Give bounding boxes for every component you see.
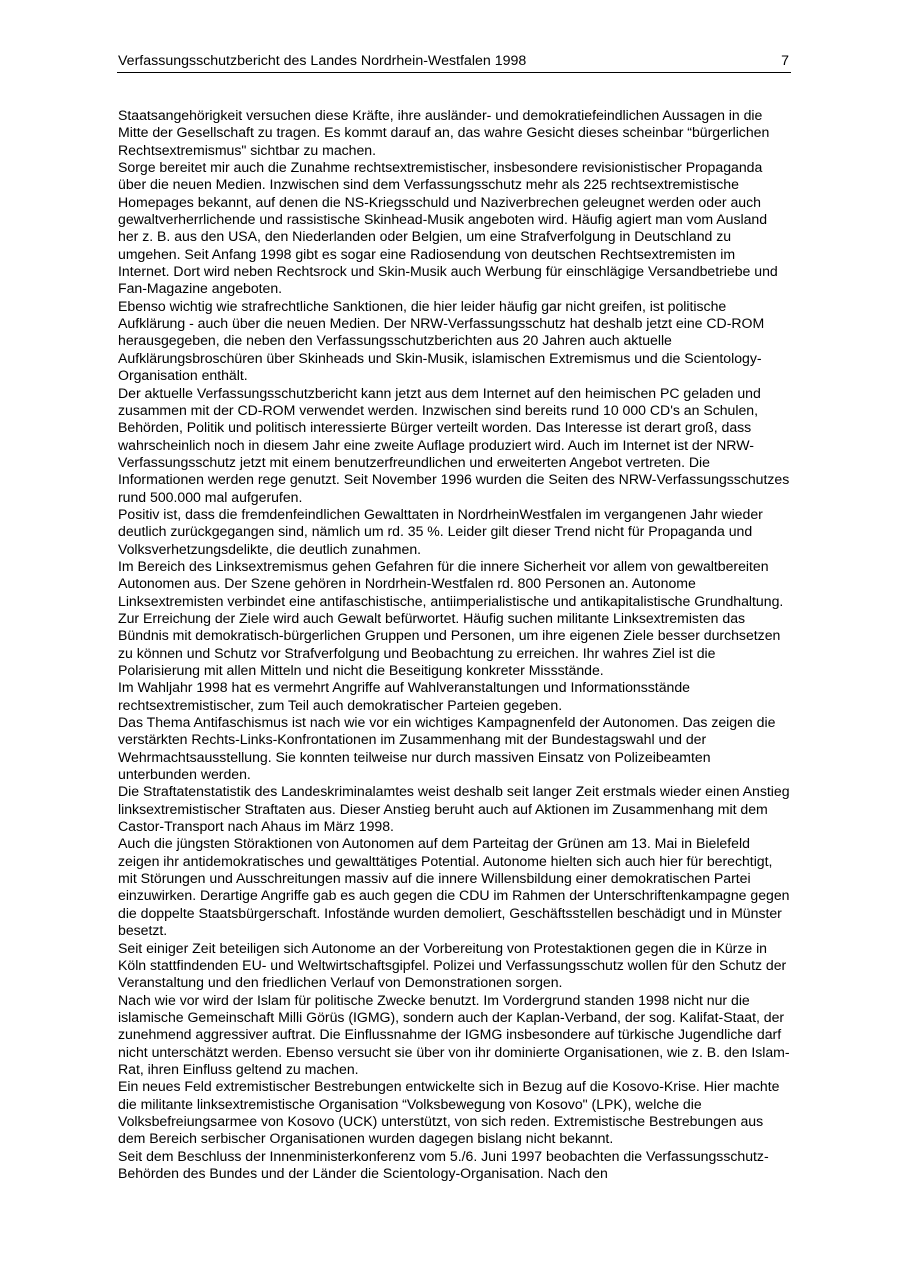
- page-number: 7: [781, 53, 789, 69]
- header-title: Verfassungsschutzbericht des Landes Nordrhein-Westfalen 1998: [118, 53, 527, 69]
- paragraph: Auch die jüngsten Störaktionen von Autonomen auf dem Parteitag der Grünen am 13. Mai in Bielefeld zeigen ihr antidemokratisches und gewalttätiges Potential. Autonome hielten sich auch hier für berechtigt, mit Störungen und Ausschreitungen massiv auf die innere Willensbildung einer demokratischen Partei einzuwirken. Derartige Angriffe gab es auch gegen die CDU im Rahmen der Unterschriftenkampagne gegen die doppelte Staatsbürgerschaft. Infostände wurden demoliert, Geschäftsstellen beschädigt und in Münster besetzt.: [118, 835, 790, 939]
- paragraph: Ebenso wichtig wie strafrechtliche Sanktionen, die hier leider häufig gar nicht greifen, ist politische Aufklärung - auch über die neuen Medien. Der NRW-Verfassungsschutz hat deshalb jetzt eine CD-ROM herausgegeben, die neben den Verfassungsschutzberichten aus 20 Jahren auch aktuelle Aufklärungsbroschüren über Skinheads und Skin-Musik, islamischen Extremismus und die Scientology-Organisation enthält.: [118, 297, 765, 384]
- paragraph: Ein neues Feld extremistischer Bestrebungen entwickelte sich in Bezug auf die Kosovo-Krise. Hier machte die militante linksextremistische Organisation “Volksbewegung von Kosovo" (LPK), welche die Volksbefreiungsarmee von Kosovo (UCK) unterstützt, von sich reden. Extremistische Bestrebungen aus dem Bereich serbischer Organisationen wurden dagegen bislang nicht bekannt.: [118, 1078, 780, 1147]
- paragraph: Im Bereich des Linksextremismus gehen Gefahren für die innere Sicherheit vor allem von gewaltbereiten Autonomen aus. Der Szene gehören in Nordrhein-Westfalen rd. 800 Personen an. Autonome Linksextremisten verbindet eine antifaschistische, antiimperialistische und antikapitalistische Grundhaltung. Zur Erreichung der Ziele wird auch Gewalt befürwortet. Häufig suchen militante Linksextremisten das Bündnis mit demokratisch-bürgerlichen Gruppen und Personen, um ihre eigenen Ziele besser durchsetzen zu können und Schutz vor Strafverfolgung und Beobachtung zu erreichen. Ihr wahres Ziel ist die Polarisierung mit allen Mitteln und nicht die Beseitigung konkreter Missstände.: [118, 557, 784, 678]
- paragraph: Im Wahljahr 1998 hat es vermehrt Angriffe auf Wahlveranstaltungen und Informationsstände rechtsextremistischer, zum Teil auch demokratischer Parteien gegeben.: [118, 679, 690, 713]
- paragraph: Staatsangehörigkeit versuchen diese Kräfte, ihre ausländer- und demokratiefeindlichen Aussagen in die Mitte der Gesellschaft zu tragen. Es kommt darauf an, das wahre Gesicht dieses scheinbar “bürgerlichen Rechtsextremismus" sichtbar zu machen.: [118, 107, 770, 158]
- paragraph: Der aktuelle Verfassungsschutzbericht kann jetzt aus dem Internet auf den heimischen PC geladen und zusammen mit der CD-ROM verwendet werden. Inzwischen sind bereits rund 10 000 CD's an Schulen, Behörden, Politik und politisch interessierte Bürger verteilt worden. Das Interesse ist derart groß, dass wahrscheinlich noch in diesem Jahr eine zweite Auflage produziert wird. Auch im Internet ist der NRW-Verfassungsschutz jetzt mit einem benutzerfreundlichen und erweiterten Angebot vertreten. Die Informationen werden rege genutzt. Seit November 1996 wurden die Seiten des NRW-Verfassungsschutzes rund 500.000 mal aufgerufen.: [118, 384, 790, 505]
- paragraph: Das Thema Antifaschismus ist nach wie vor ein wichtiges Kampagnenfeld der Autonomen. Das zeigen die verstärkten Rechts-Links-Konfrontationen im Zusammenhang mit der Bundestagswahl und der Wehrmachtsausstellung. Sie konnten teilweise nur durch massiven Einsatz von Polizeibeamten unterbunden werden.: [118, 714, 776, 783]
- paragraph: Sorge bereitet mir auch die Zunahme rechtsextremistischer, insbesondere revisionistischer Propaganda über die neuen Medien. Inzwischen sind dem Verfassungsschutz mehr als 225 rechtsextremistische Homepages bekannt, auf denen die NS-Kriegsschuld und Naziverbrechen geleugnet werden oder auch gewaltverherrlichende und rassistische Skinhead-Musik angeboten wird. Häufig agiert man vom Ausland her z. B. aus den USA, den Niederlanden oder Belgien, um eine Strafverfolgung in Deutschland zu umgehen. Seit Anfang 1998 gibt es sogar eine Radiosendung von deutschen Rechtsextremisten im Internet. Dort wird neben Rechtsrock und Skin-Musik auch Werbung für einschlägige Versandbetriebe und Fan-Magazine angeboten.: [118, 159, 778, 297]
- body-text: [118, 107, 790, 1182]
- paragraph: Die Straftatenstatistik des Landeskriminalamtes weist deshalb seit langer Zeit erstmals wieder einen Anstieg linksextremistischer Straftaten aus. Dieser Anstieg beruht auch auf Aktionen im Zusammenhang mit dem Castor-Transport nach Ahaus im März 1998.: [118, 783, 790, 835]
- page-header: [117, 53, 791, 73]
- paragraph: Positiv ist, dass die fremdenfeindlichen Gewalttaten in NordrheinWestfalen im vergangenen Jahr wieder deutlich zurückgegangen sind, nämlich um rd. 35 %. Leider gilt dieser Trend nicht für Propaganda und Volksverhetzungsdelikte, die deutlich zunahmen.: [118, 505, 763, 557]
- paragraph: Seit dem Beschluss der Innenministerkonferenz vom 5./6. Juni 1997 beobachten die Verfassungsschutz-Behörden des Bundes und der Länder die Scientology-Organisation. Nach den: [118, 1147, 769, 1181]
- paragraph: Seit einiger Zeit beteiligen sich Autonome an der Vorbereitung von Protestaktionen gegen die in Kürze in Köln stattfindenden EU- und Weltwirtschaftsgipfel. Polizei und Verfassungsschutz wollen für den Schutz der Veranstaltung und den friedlichen Verlauf von Demonstrationen sorgen.: [118, 939, 787, 991]
- paragraph: Nach wie vor wird der Islam für politische Zwecke benutzt. Im Vordergrund standen 1998 nicht nur die islamische Gemeinschaft Milli Görüs (IGMG), sondern auch der Kaplan-Verband, der sog. Kalifat-Staat, der zunehmend aggressiver auftrat. Die Einflussnahme der IGMG insbesondere auf türkische Jugendliche darf nicht unterschätzt werden. Ebenso versucht sie über von ihr dominierte Organisationen, wie z. B. den Islam-Rat, ihren Einfluss geltend zu machen.: [118, 991, 790, 1077]
